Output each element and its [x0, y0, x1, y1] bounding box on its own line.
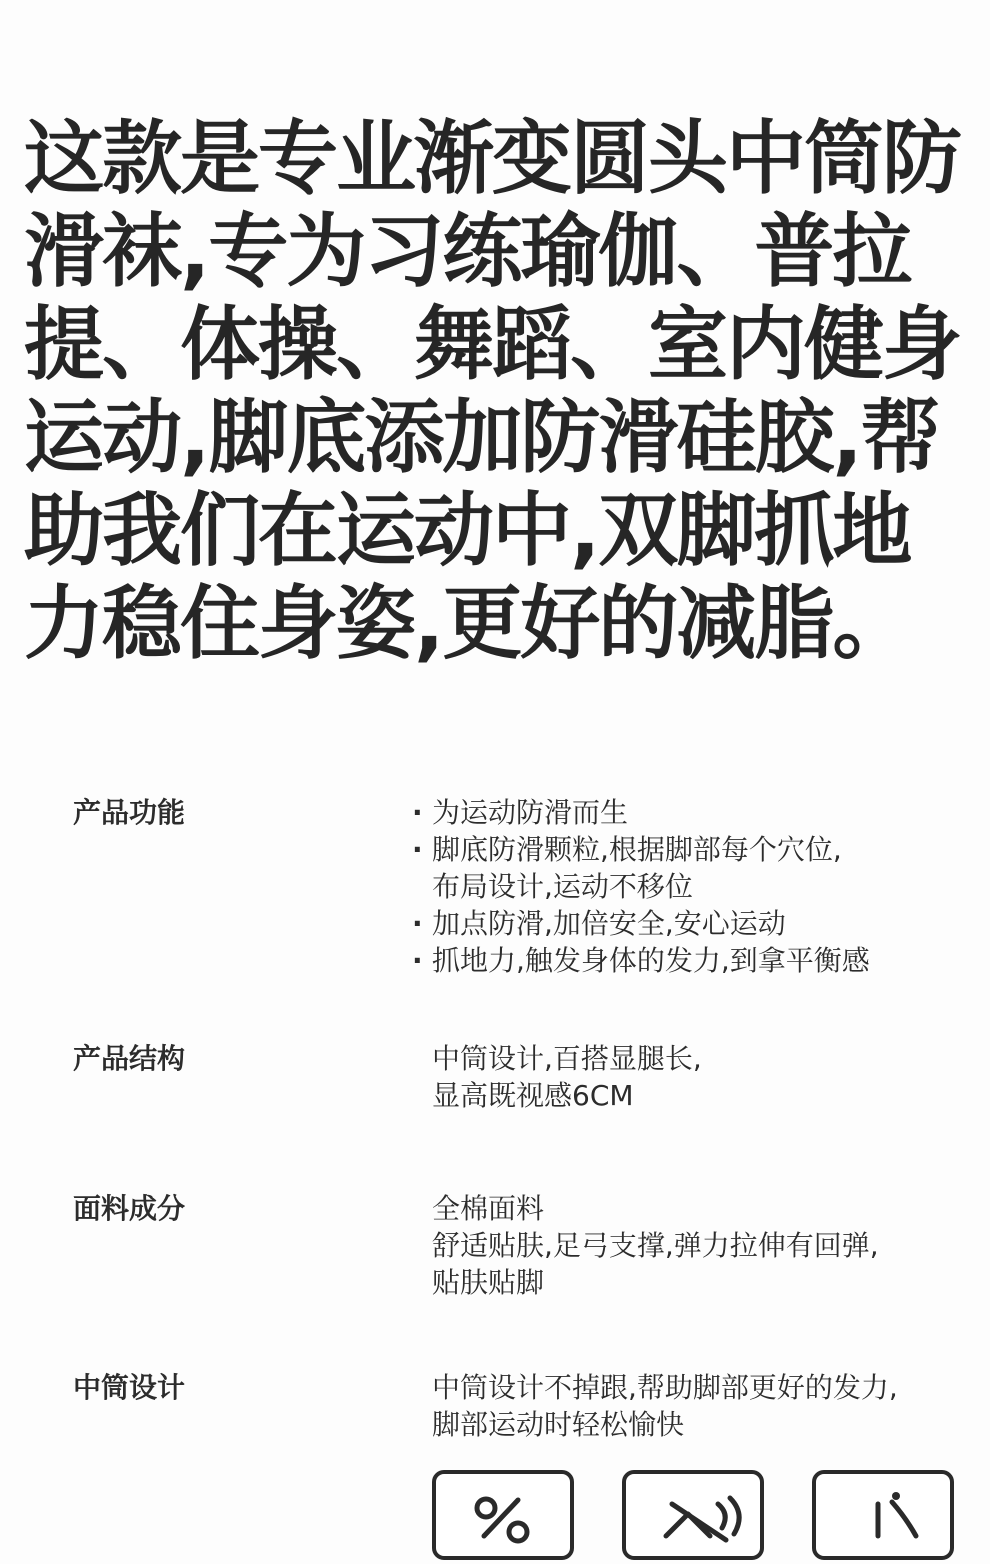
- design-text: [432, 1369, 972, 1443]
- sock-icon: [812, 1470, 954, 1560]
- design-line: 脚部运动时轻松愉快: [432, 1408, 685, 1441]
- function-list: [412, 794, 972, 979]
- function-item: · 为运动防滑而生: [412, 794, 972, 831]
- spec-label-structure: 产品结构: [73, 1042, 186, 1075]
- spec-label-material: 面料成分: [73, 1192, 186, 1225]
- design-line: 中筒设计不掉跟,帮助脚部更好的发力,: [432, 1371, 898, 1404]
- function-item-text: 布局设计,运动不移位: [432, 870, 693, 903]
- structure-line: 中筒设计,百搭显腿长,: [432, 1042, 702, 1075]
- material-line: 全棉面料: [432, 1192, 545, 1225]
- function-item: · 抓地力,触发身体的发力,到拿平衡感: [412, 942, 972, 979]
- spec-label-function: 产品功能: [73, 796, 186, 829]
- function-item-continuation: [412, 868, 972, 905]
- percent-icon: [432, 1470, 574, 1560]
- feature-icon-row: [432, 1470, 957, 1533]
- function-item: · 脚底防滑颗粒,根据脚部每个穴位,: [412, 831, 972, 868]
- structure-line: 显高既视感6CM: [432, 1079, 634, 1112]
- material-line: 舒适贴肤,足弓支撑,弹力拉伸有回弹,: [432, 1229, 879, 1262]
- spec-label-design: 中筒设计: [73, 1371, 186, 1404]
- material-text: [432, 1190, 972, 1301]
- function-item: · 加点防滑,加倍安全,安心运动: [412, 905, 972, 942]
- intro-paragraph: 这款是专业渐变圆头中筒防滑袜,专为习练瑜伽、普拉提、体操、舞蹈、室内健身运动,脚底添加防滑硅胶,帮助我们在运动中,双脚抓地力稳住身姿,更好的减脂。: [24, 112, 960, 670]
- structure-text: [432, 1040, 972, 1114]
- material-line: 贴肤贴脚: [432, 1266, 545, 1299]
- no-slip-icon: [622, 1470, 764, 1560]
